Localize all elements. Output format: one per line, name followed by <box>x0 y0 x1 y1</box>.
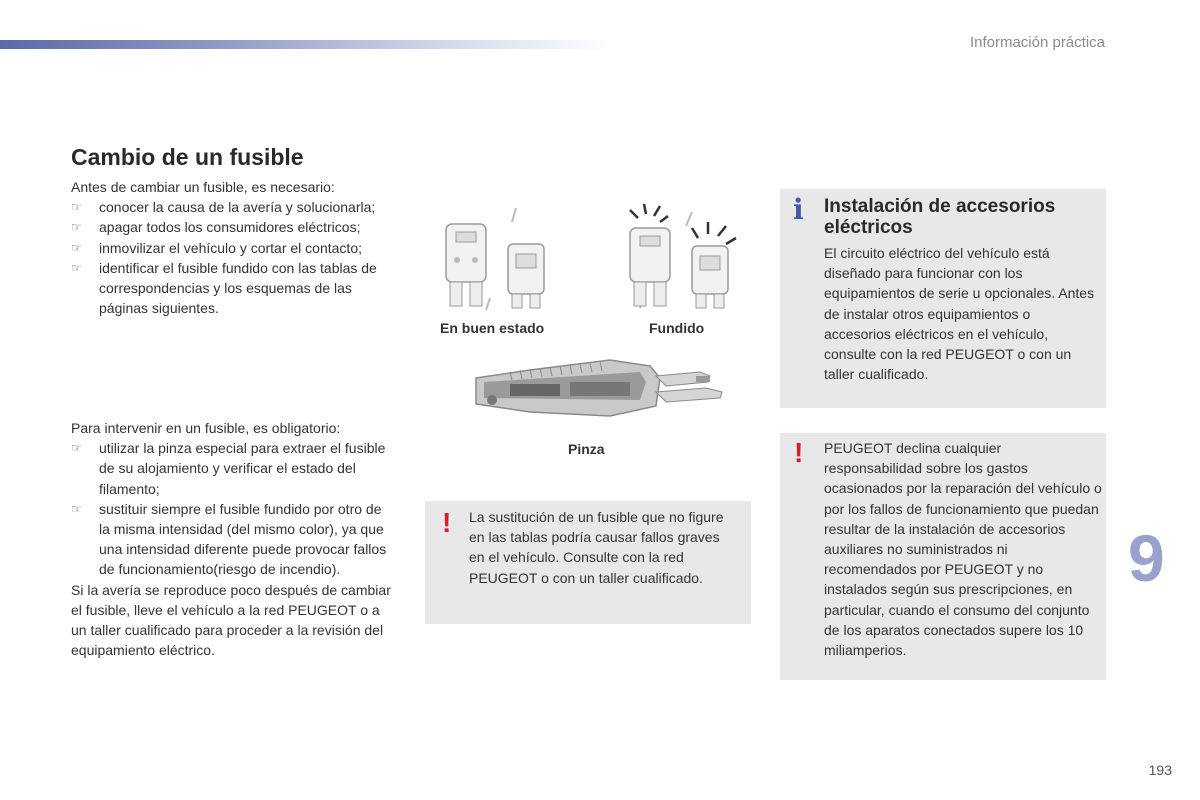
warning-box-fuses <box>425 501 751 624</box>
procedure-lead: Para intervenir en un fusible, es obligatorio: <box>71 420 341 436</box>
list-item: ☞ identificar el fusible fundido con las tablas de correspondencias y los esquemas de las páginas siguientes. <box>71 259 377 317</box>
info-box-title: Instalación de accesorios eléctricos <box>824 196 1056 238</box>
fuse-blown-side <box>692 222 736 308</box>
hand-pointer-icon: ☞ <box>71 501 82 516</box>
fuse-good-front <box>446 224 486 306</box>
info-box-accessories <box>780 189 1106 408</box>
list-item: ☞ conocer la causa de la avería y solucionarla; <box>71 197 396 217</box>
page-title: Cambio de un fusible <box>71 144 304 170</box>
pliers-illustration <box>470 356 730 428</box>
list-item: ☞ apagar todos los consumidores eléctricos; <box>71 217 396 237</box>
hand-pointer-icon: ☞ <box>71 441 82 456</box>
pliers-icon <box>476 360 722 416</box>
caption-blown: Fundido <box>649 320 705 336</box>
caption-good: En buen estado <box>440 320 545 336</box>
fuse-blown-front <box>630 204 670 306</box>
intro-block <box>71 177 396 318</box>
list-item: ☞ inmovilizar el vehículo y cortar el contacto; <box>71 238 396 258</box>
info-box-text: El circuito eléctrico del vehículo está diseñado para funcionar con los equipamientos de serie u opcionales. Antes de instalar otros equipamientos o accesorios eléctricos en el vehículo, consulte con la red PEUGEOT o con un taller cualificado. <box>824 245 1095 383</box>
hand-pointer-icon: ☞ <box>71 240 82 255</box>
fuse-illustration <box>430 198 750 316</box>
warning-text: La sustitución de un fusible que no figure en las tablas podría causar fallos graves en el vehículo. Consulte con la red PEUGEOT o con un taller cualificado. <box>469 509 724 586</box>
warning-box-liability <box>780 433 1106 680</box>
chapter-number: 9 <box>1128 521 1165 595</box>
procedure-list <box>71 438 396 579</box>
procedure-block <box>71 418 396 660</box>
hand-pointer-icon: ☞ <box>71 200 82 215</box>
page-number: 193 <box>1148 762 1172 778</box>
info-icon: i <box>793 193 804 226</box>
caption-pliers: Pinza <box>568 441 605 457</box>
fuse-good-side <box>508 244 544 308</box>
hand-pointer-icon: ☞ <box>71 220 82 235</box>
hand-pointer-icon: ☞ <box>71 260 82 275</box>
section-title: Información práctica <box>969 34 1105 51</box>
intro-lead: Antes de cambiar un fusible, es necesario: <box>71 179 335 195</box>
liability-text: PEUGEOT declina cualquier responsabilidad sobre los gastos ocasionados por la reparación del vehículo o por los fallos de funcionamiento que puedan resultar de la instalación de accesorios auxiliares no suministrados ni recomendados por PEUGEOT y no instalados según sus prescripciones, en particular, cuando el consumo del conjunto de los aparatos conectados supere los 10 miliamperios. <box>824 440 1102 659</box>
list-item: ☞ utilizar la pinza especial para extraer el fusible de su alojamiento y verificar el estado del filamento; <box>71 440 386 497</box>
list-item: ☞ sustituir siempre el fusible fundido por otro de la misma intensidad (del mismo color), ya que una intensidad diferente puede provocar fallos de funcionamiento(riesgo de incendio). <box>71 500 387 578</box>
intro-list <box>71 197 396 318</box>
warning-icon: ! <box>794 437 804 468</box>
warning-icon: ! <box>442 507 452 538</box>
procedure-closing: Si la avería se reproduce poco después de cambiar el fusible, lleve el vehículo a la red PEUGEOT o a un taller cualificado para proceder a la revisión del equipamiento eléctrico. <box>71 581 391 659</box>
header-accent-bar <box>0 40 610 49</box>
